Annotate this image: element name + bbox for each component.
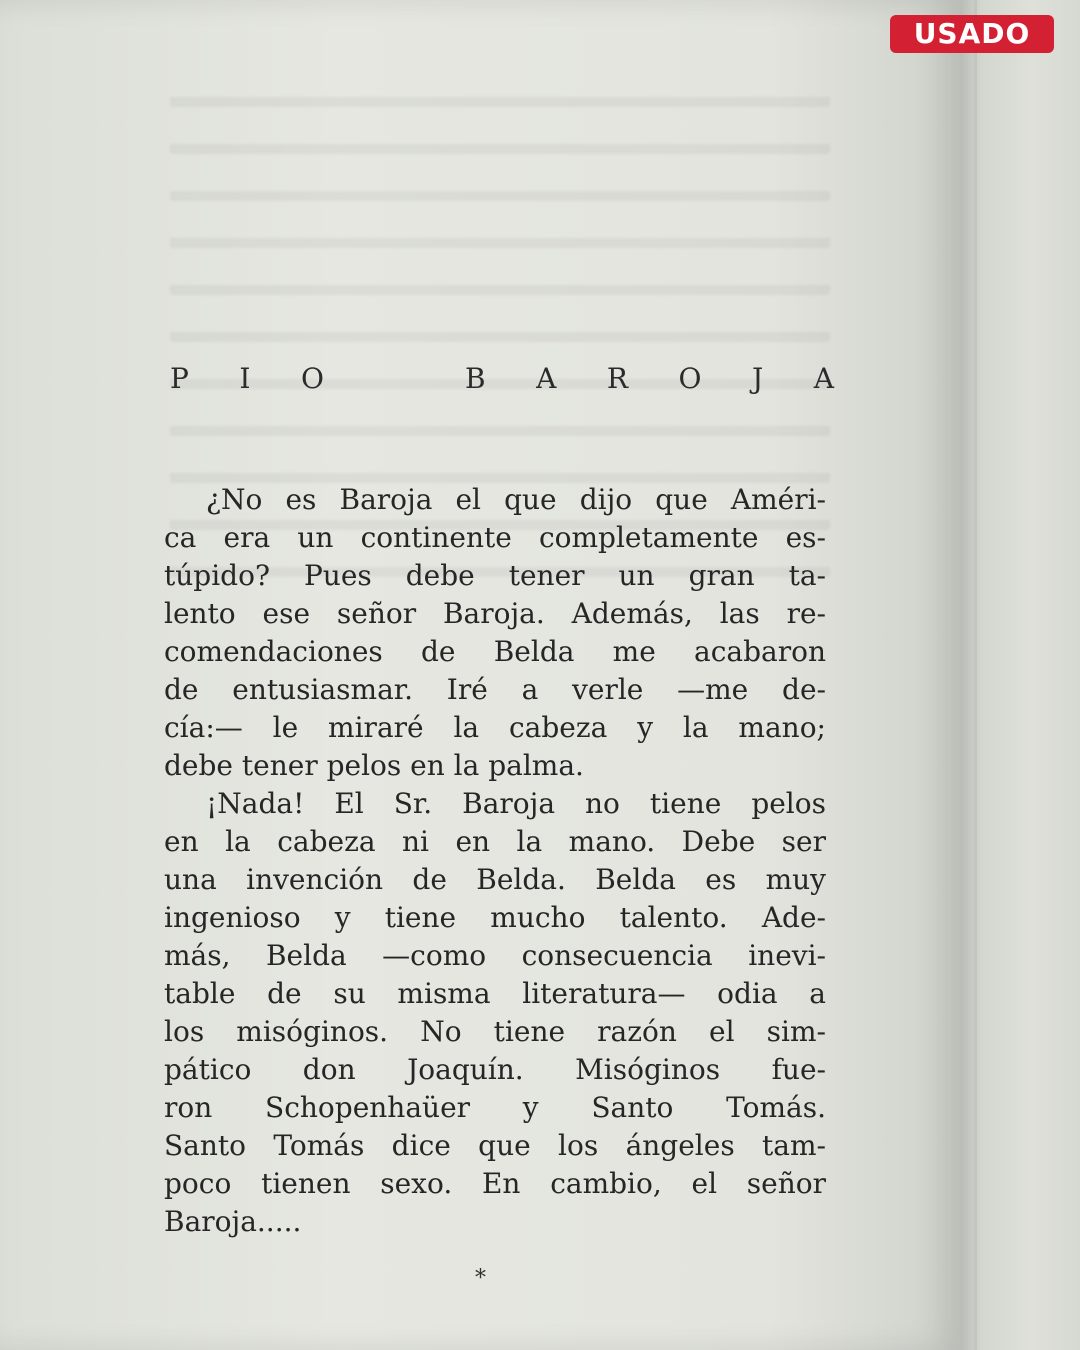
heading-letter: P xyxy=(170,362,189,395)
text-line: poco tienen sexo. En cambio, el señor xyxy=(164,1167,826,1200)
text-line: de entusiasmar. Iré a verle —me de- xyxy=(164,673,826,706)
text-line: lento ese señor Baroja. Además, las re- xyxy=(164,597,826,630)
used-badge: USADO xyxy=(890,15,1054,53)
text-line: Santo Tomás dice que los ángeles tam- xyxy=(164,1129,826,1162)
heading-letter: B xyxy=(465,362,486,395)
text-line: ¡Nada! El Sr. Baroja no tiene pelos xyxy=(206,787,826,820)
text-line: ¿No es Baroja el que dijo que Améri- xyxy=(206,483,826,516)
text-line: en la cabeza ni en la mano. Debe ser xyxy=(164,825,826,858)
heading-letter: I xyxy=(239,362,251,395)
bleed-through-text xyxy=(170,60,830,480)
text-line: table de su misma literatura— odia a xyxy=(164,977,826,1010)
adjacent-page-edge xyxy=(960,0,1080,1350)
heading-letter: O xyxy=(300,362,324,395)
text-line: ingenioso y tiene mucho talento. Ade- xyxy=(164,901,826,934)
text-line: más, Belda —como consecuencia inevi- xyxy=(164,939,826,972)
text-line: cía:— le miraré la cabeza y la mano; xyxy=(164,711,826,744)
section-separator: * xyxy=(475,1266,486,1291)
text-line: túpido? Pues debe tener un gran ta- xyxy=(164,559,826,592)
text-line: comendaciones de Belda me acabaron xyxy=(164,635,826,668)
text-line: debe tener pelos en la palma. xyxy=(164,749,584,782)
heading-letter: A xyxy=(536,362,557,395)
heading-letter: O xyxy=(678,362,702,395)
text-line: pático don Joaquín. Misóginos fue- xyxy=(164,1053,826,1086)
text-line: ron Schopenhaüer y Santo Tomás. xyxy=(164,1091,826,1124)
text-line: Baroja..... xyxy=(164,1205,302,1238)
body-text xyxy=(164,481,826,1241)
text-line: una invención de Belda. Belda es muy xyxy=(164,863,826,896)
heading-letter: J xyxy=(752,362,764,395)
page-fold xyxy=(974,0,977,1350)
chapter-heading xyxy=(170,362,834,395)
text-line: ca era un continente completamente es- xyxy=(164,521,826,554)
heading-letter: A xyxy=(813,362,834,395)
text-line: los misóginos. No tiene razón el sim- xyxy=(164,1015,826,1048)
heading-letter: R xyxy=(606,362,628,395)
